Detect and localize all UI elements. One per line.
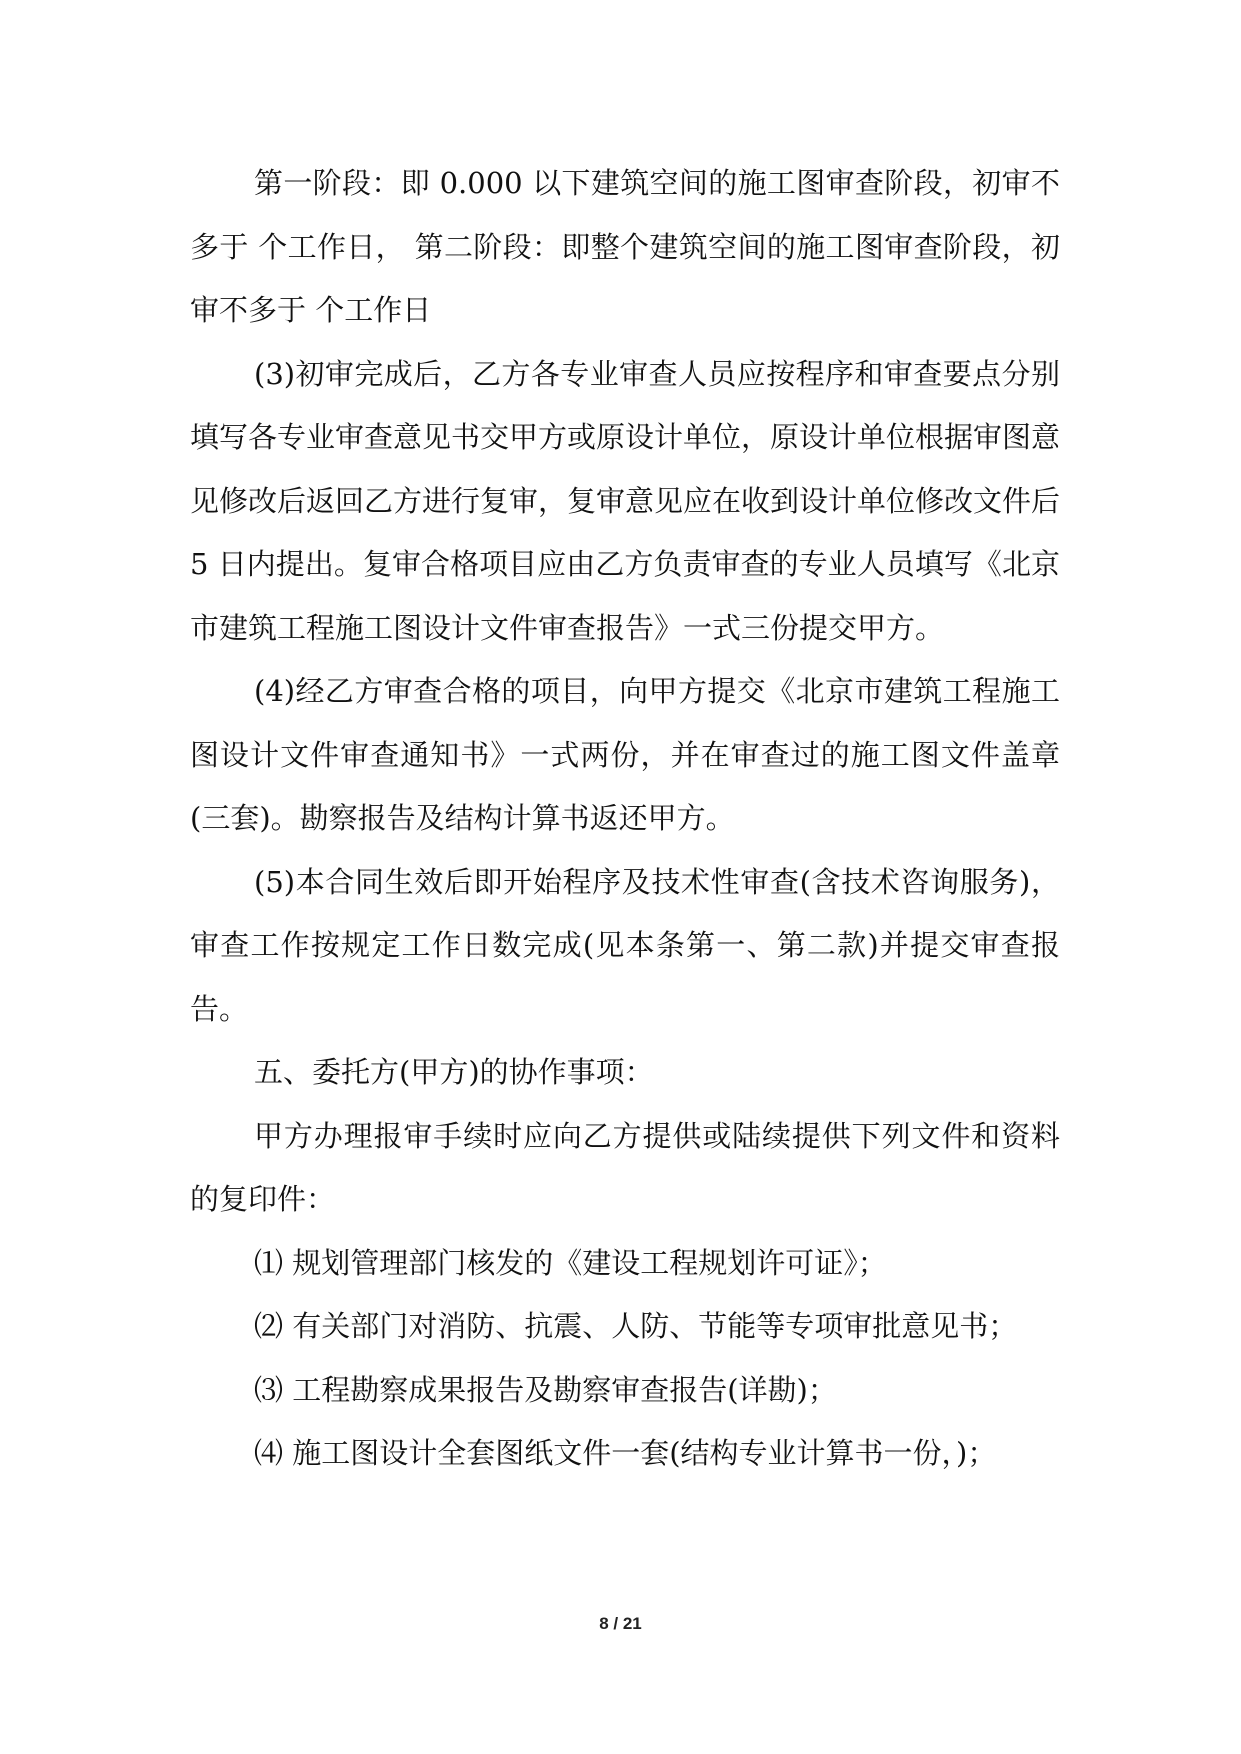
paragraph-stage-review: 第一阶段：即 0.000 以下建筑空间的施工图审查阶段，初审不多于 个工作日， 第二阶段：即整个建筑空间的施工图审查阶段，初审不多于 个工作日 <box>190 166 1060 327</box>
list-item-drawing-set: ⑷ 施工图设计全套图纸文件一套(结构专业计算书一份，)； <box>254 1436 997 1470</box>
list-item-special-approvals: ⑵ 有关部门对消防、抗震、人防、节能等专项审批意见书； <box>254 1309 1018 1343</box>
list-item-survey-report: ⑶ 工程勘察成果报告及勘察审查报告(详勘)； <box>254 1372 837 1407</box>
paragraph-clause-3: (3)初审完成后，乙方各专业审查人员应按程序和审查要点分别填写各专业审查意见书交甲方或原设计单位，原设计单位根据审图意见修改后返回乙方进行复审，复审意见应在收到设计单位修改文件后 5 日内提出。复审合格项目应由乙方负责审查的专业人员填写《北京市建筑工程施工图设计文件审查报告》一式三份提交甲方。 <box>190 356 1061 645</box>
paragraph-clause-5: (5)本合同生效后即开始程序及技术性审查(含技术咨询服务)，审查工作按规定工作日数完成(见本条第一、第二款)并提交审查报告。 <box>190 864 1060 1026</box>
section-heading-client-duties: 五、委托方(甲方)的协作事项： <box>254 1055 654 1089</box>
page-number: 8 / 21 <box>599 1614 642 1633</box>
document-body <box>190 152 1060 1486</box>
paragraph-clause-4: (4)经乙方审查合格的项目，向甲方提交《北京市建筑工程施工图设计文件审查通知书》一式两份，并在审查过的施工图文件盖章(三套)。勘察报告及结构计算书返还甲方。 <box>190 674 1060 835</box>
paragraph-documents-intro: 甲方办理报审手续时应向乙方提供或陆续提供下列文件和资料的复印件： <box>190 1118 1060 1216</box>
list-item-planning-permit: ⑴ 规划管理部门核发的《建设工程规划许可证》； <box>254 1245 887 1280</box>
